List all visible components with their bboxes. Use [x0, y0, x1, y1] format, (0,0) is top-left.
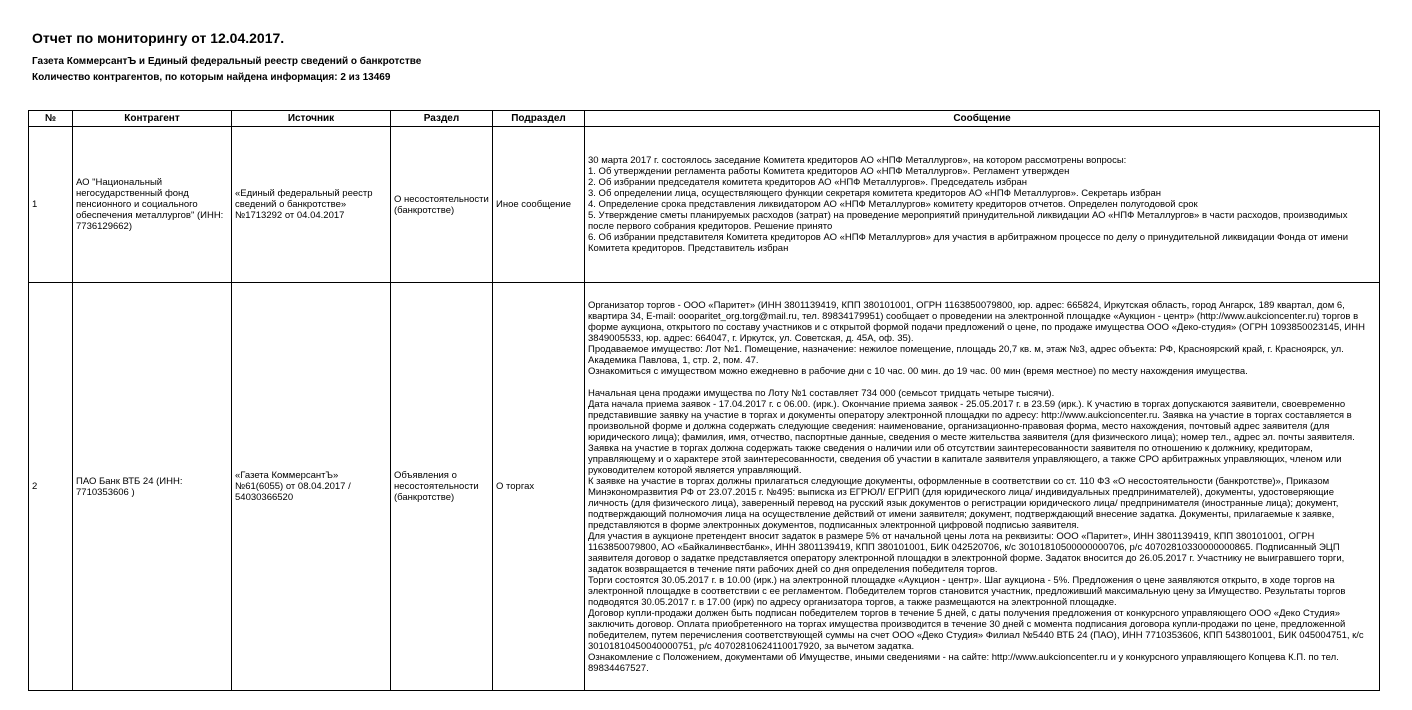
table-row: [29, 283, 1380, 691]
column-header-contractor: Контрагент: [73, 111, 232, 127]
message-paragraph: 3. Об определении лица, осуществляющего функции секретаря комитета кредиторов АО «НПФ Металлургов». Секретарь избран: [588, 188, 1162, 199]
message-paragraph: К заявке на участие в торгах должны прилагаться следующие документы, оформленные в соответствии со ст. 110 ФЗ «О несостоятельности (банкротстве)», Приказом Минэкономразвития РФ от 23.07.2015 г. №495: выписка из ЕГРЮЛ/ ЕГРИП (для юридического лица/ индивидуальных предпринимателей), документы, удостоверяющие личность (для физического лица), заверенный перевод на русский язык документов о регистрации юридического лица/ предпринимателя (иностранные лица); документ, подтверждающий полномочия лица на осуществление действий от имени заявителя; документ, подтверждающий внесение задатка. Документы, прилагаемые к заявке, представляются в форме электронных документов, подписанных электронной цифровой подписью заявителя.: [588, 475, 1339, 531]
message-paragraph: 1. Об утверждении регламента работы Комитета кредиторов АО «НПФ Металлургов». Регламент утвержден: [588, 166, 1070, 177]
table-row: [29, 127, 1380, 283]
column-header-message: Сообщение: [585, 111, 1380, 127]
column-header-number: №: [29, 111, 73, 127]
source-cell: «Газета КоммерсантЪ» №61(6055) от 08.04.2017 / 54030366520: [232, 283, 391, 691]
row-number: 1: [29, 127, 73, 283]
message-cell: [585, 127, 1380, 283]
message-paragraph: Для участия в аукционе претендент вносит задаток в размере 5% от начальной цены лота на реквизиты: ООО «Паритет», ИНН 3801139419, КПП 380101001, ОГРН 1163850079800, АО «Байкалинвестбанк», ИНН 3801139419, КПП 380101001, БИК 042520706, к/с 30101810500000000706, р/с 40702810330000000865. Подписанный ЭЦП заявителя договор о задатке представляется оператору электронной площадки в электронной форме. Задаток вносится до 26.05.2017 г. Участнику не выигравшего торги, задаток возвращается в течение пяти рабочих дней со дня определения победителя торгов.: [588, 530, 1345, 575]
table-header-row: [29, 111, 1380, 127]
monitoring-table: [28, 110, 1380, 691]
subsection-cell: О торгах: [493, 283, 585, 691]
column-header-subsection: Подраздел: [493, 111, 585, 127]
message-paragraph: 5. Утверждение сметы планируемых расходов (затрат) на проведение мероприятий принудительной ликвидации АО «НПФ Металлургов» в части расходов, производимых после первого собрания кредиторов. Решение принято: [588, 210, 1348, 232]
report-sources-line: Газета КоммерсантЪ и Единый федеральный реестр сведений о банкротстве: [32, 56, 422, 67]
column-header-source: Источник: [232, 111, 391, 127]
report-count-line: Количество контрагентов, по которым найдена информация: 2 из 13469: [32, 72, 391, 83]
contractor-cell: ПАО Банк ВТБ 24 (ИНН: 7710353606 ): [73, 283, 232, 691]
message-paragraph: Продаваемое имущество: Лот №1. Помещение, назначение: нежилое помещение, площадь 20,7 кв. м, этаж №3, адрес объекта: РФ, Красноярский край, г. Красноярск, ул. Академика Павлова, 1, стр. 2, пом. 47.: [588, 343, 1344, 366]
message-paragraph: 2. Об избрании председателя комитета кредиторов АО «НПФ Металлургов». Председатель избран: [588, 177, 1028, 188]
message-paragraph: Начальная цена продажи имущества по Лоту №1 составляет 734 000 (семьсот тридцать четыре тысячи).: [588, 387, 1055, 399]
message-paragraph: 4. Определение срока представления ликвидатором АО «НПФ Металлургов» комитету кредиторов отчетов. Определен полугодовой срок: [588, 199, 1198, 210]
message-paragraph: Ознакомление с Положением, документами об Имуществе, иными сведениями - на сайте: http://www.aukcioncenter.ru и у конкурсного управляющего Копцева К.П. по тел. 89834467527.: [588, 651, 1339, 674]
message-paragraph: [588, 377, 1376, 388]
subsection-cell: Иное сообщение: [493, 127, 585, 283]
message-paragraph: 30 марта 2017 г. состоялось заседание Комитета кредиторов АО «НПФ Металлургов», на котором рассмотрены вопросы:: [588, 155, 1127, 166]
message-paragraph: Договор купли-продажи должен быть подписан победителем торгов в течение 5 дней, с даты получения предложения от конкурсного управляющего ООО «Деко Студия» заключить договор. Оплата приобретенного на торгах имущества производится в течение 30 дней с момента подписания договора купли-продажи по цене, предложенной победителем, путем перечисления соответствующей суммы на счет ООО «Деко Студия» Филиал №5440 ВТБ 24 (ПАО), ИНН 7710353606, КПП 543801001, БИК 045004751, к/с 30101810450040000751, р/с 40702810624110017920, за вычетом задатка.: [588, 607, 1364, 652]
column-header-section: Раздел: [391, 111, 493, 127]
message-paragraph: Ознакомиться с имуществом можно ежедневно в рабочие дни с 10 час. 00 мин. до 19 час. 00 мин (время местное) по месту нахождения имущества.: [588, 365, 1248, 377]
source-cell: «Единый федеральный реестр сведений о банкротстве» №1713292 от 04.04.2017: [232, 127, 391, 283]
section-cell: О несостоятельности (банкротстве): [391, 127, 493, 283]
message-paragraph: 6. Об избрании представителя Комитета кредиторов АО «НПФ Металлургов» для участия в арбитражном процессе по делу о принудительной ликвидации Фонда от имени Комитета кредиторов. Представитель избран: [588, 232, 1349, 254]
section-cell: Объявления о несостоятельности (банкротстве): [391, 283, 493, 691]
row-number: 2: [29, 283, 73, 691]
message-paragraph: Торги состоятся 30.05.2017 г. в 10.00 (ирк.) на электронной площадке «Аукцион - центр». Шаг аукциона - 5%. Предложения о цене заявляются открыто, в ходе торгов на электронной площадке в соответствии с ее регламентом. Победителем торгов становится участник, предложивший максимальную цену за Имущество. Результаты торгов подводятся 30.05.2017 г. в 17.00 (ирк) по адресу организатора торгов, а также размещаются на электронной площадке.: [588, 574, 1346, 608]
message-paragraph: Организатор торгов - ООО «Паритет» (ИНН 3801139419, КПП 380101001, ОГРН 1163850079800, юр. адрес: 665824, Иркутская область, город Ангарск, 189 квартал, дом 6, квартира 34, E-mail: oooparitet_org.torg@mail.ru, тел. 89834179951) сообщает о проведении на электронной площадке «Аукцион - центр» (http://www.aukcioncenter.ru) торгов в форме аукциона, открытого по составу участников и с открытой формой подачи предложений о цене, по продаже имущества ООО «Деко-студия» (ОГРН 1093850023145, ИНН 3849005533, юр. адрес: 664047, г. Иркутск, ул. Советская, д. 45А, оф. 35).: [588, 299, 1365, 344]
report-title: Отчет по мониторингу от 12.04.2017.: [32, 30, 285, 46]
contractor-cell: АО "Национальный негосударственный фонд пенсионного и социального обеспечения металлургов" (ИНН: 7736129662): [73, 127, 232, 283]
message-cell: [585, 283, 1380, 691]
message-paragraph: Дата начала приема заявок - 17.04.2017 г. с 06.00. (ирк.). Окончание приема заявок - 25.05.2017 г. в 23.59 (ирк.). К участию в торгах допускаются заявители, своевременно представившие заявку на участие в торгах и документы оператору электронной площадки по адресу: http://www.aukcioncenter.ru. Заявка на участие в торгах составляется в произвольной форме и должна содержать следующие сведения: наименование, организационно-правовая форма, место нахождения, почтовый адрес заявителя (для юридического лица); фамилия, имя, отчество, паспортные данные, сведения о месте жительства заявителя (для физического лица); номер тел., адрес эл. почты заявителя. Заявка на участие в торгах должна содержать также сведения о наличии или об отсутствии заинтересованности заявителя по отношению к должнику, кредиторам, управляющему и о характере этой заинтересованности, сведения об участии в капитале заявителя управляющего, а также СРО арбитражных управляющих, членом или руководителем которой является управляющий.: [588, 398, 1355, 476]
